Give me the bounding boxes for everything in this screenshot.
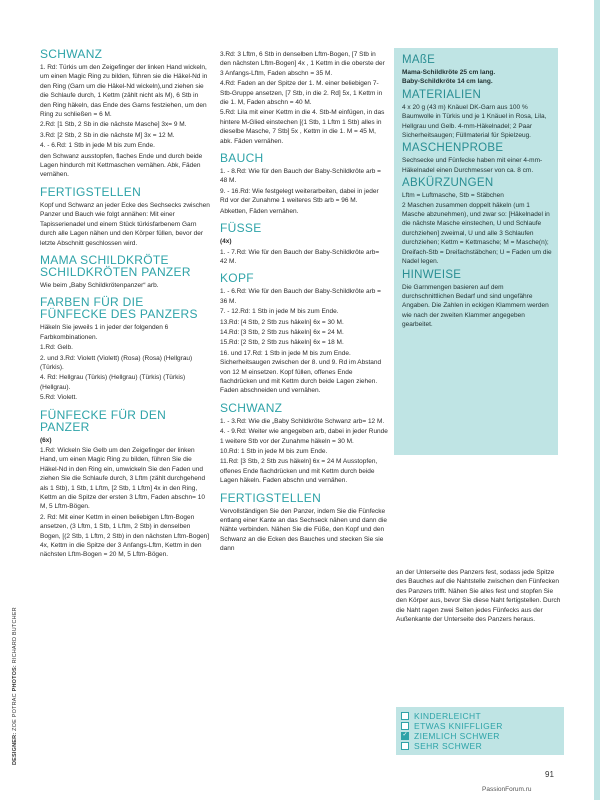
paragraph: 4. - 6.Rd: 1 Stb in jede M bis zum Ende. — [40, 142, 155, 150]
checkbox-checked-icon — [401, 732, 409, 740]
paragraph: 2. Rd: Mit einer Kettm in einen beliebigen Lftm-Bogen ansetzen, (3 Lftm, 1 Stb, 1 Lftm, 2 Stb) in denselben Bogen, [(2 Stb, 1 Lftm, 2 Stb) in den nächsten Lftm-Bogen] 4x, Kettm in die Spitze der 3 Anfangs-Lftm, Kettm in den nächsten Lftm-Bogen = 20 M, 5 Lftm-Bögen. — [40, 513, 210, 559]
paragraph: 1.Rd: Gelb. — [40, 344, 73, 352]
difficulty-label: ETWAS KNIFFLIGER — [414, 721, 503, 731]
paragraph: 1. - 3.Rd: Wie die „Baby Schildkröte Schwanz arb= 12 M. — [220, 417, 385, 425]
difficulty-box — [396, 707, 564, 755]
heading-maschenprobe: MASCHENPROBE — [402, 142, 504, 155]
difficulty-item — [401, 711, 559, 721]
checkbox-icon — [401, 712, 409, 720]
paragraph: 14.Rd: [3 Stb, 2 Stb zus häkeln] 6x = 24 M. — [220, 328, 344, 336]
paragraph: 4.Rd: Faden an der Spitze der 1. M. einer beliebigen 7-Stb-Gruppe ansetzen, [7 Stb, in die 2. Rd] 5x, 1 Kettm in die 1. M, Faden abschn = 40 M. — [220, 80, 383, 107]
heading-materialien: MATERIALIEN — [402, 88, 482, 101]
measure-baby — [402, 77, 552, 86]
measure-mama-text: Mama-Schildkröte 25 cm lang. — [402, 69, 496, 76]
paragraph: 1. - 8.Rd: Wie für den Bauch der Baby-Schildkröte arb = 48 M. — [220, 168, 381, 185]
paragraph: Häkeln Sie jeweils 1 in jeder der folgenden 6 Farbkombinationen. — [40, 324, 169, 341]
paragraph: Abketten, Fäden vernähen. — [220, 207, 299, 215]
measure-mama — [402, 68, 552, 77]
paragraph: 3.Rd: 3 Lftm, 6 Stb in denselben Lftm-Bogen, [7 Stb in den nächsten Lftm-Bogen] 4x , 1 Kettm in die oberste der 3 Anfangs-Lftm, Faden abschn = 35 M. — [220, 51, 385, 77]
paragraph: Vervollständigen Sie den Panzer, indem Sie die Fünfecke entlang einer Kante an das Sechseck nähen und dann die Nähte verbinden. Nähen Sie die Füße, den Kopf und den Schwanz an die Ecken des Bauches und stecken Sie sie dann — [220, 507, 387, 553]
difficulty-item — [401, 731, 559, 741]
difficulty-label: ZIEMLICH SCHWER — [414, 731, 500, 741]
column-left — [40, 48, 210, 561]
paragraph: 13.Rd: [4 Stb, 2 Stb zus häkeln] 6x = 30 M. — [220, 318, 344, 326]
count-note: (4x) — [220, 238, 232, 246]
difficulty-label: KINDERLEICHT — [414, 711, 482, 721]
paragraph: 7. - 12.Rd: 1 Stb in jede M bis zum Ende. — [220, 308, 339, 316]
credits-photos-label: PHOTOS: — [12, 665, 18, 692]
heading-bauch: BAUCH — [220, 151, 264, 166]
difficulty-label: SEHR SCHWER — [414, 741, 483, 751]
heading-fertigstellen: FERTIGSTELLEN — [40, 184, 142, 199]
credits-designer: ZOE POTRAC — [12, 693, 18, 731]
paragraph: 1. Rd: Türkis um den Zeigefinger der linken Hand wickeln, um einen Magic Ring zu bilden, führen sie die Häkel-Nd in den Ring (Garn um die Häkel-Nd wickeln),und ziehen sie die Schlaufe durch, 1 Kettm (zählt nicht als M), 6 Stb in den Ring häkeln, das Ende des Garns festziehen, um den Ring zu schließen = 6 M. — [40, 64, 208, 119]
paragraph: 1.Rd: Wickeln Sie Gelb um den Zeigefinger der linken Hand, um einen Magic Ring zu bilden, führen Sie die Häkel-Nd in den Ring ein, umwickeln Sie den Faden und ziehen Sie die Schlaufe durch, 3 Lftm (zählt durchgehend als 1 Stb), 1 Stb, 1 Lftm, [2 Stb, 1 Lftm] 4x in den Ring, Kettm an die Spitze der ersten 3 Lftm, Faden abschn= 10 M, 5 Lftm-Bögen. — [40, 446, 206, 511]
heading-hinweise: HINWEISE — [402, 268, 462, 281]
heading-farben: FARBEN FÜR DIE FÜNFECKE DES PANZERS — [40, 295, 198, 322]
heading-fuenfecke: FÜNFECKE FÜR DEN PANZER — [40, 407, 167, 434]
paragraph: 9. - 16.Rd: Wie festgelegt weiterarbeiten, dabei in jeder Rd vor der Zunahme 1 weiteres Stb arb = 96 M. — [220, 187, 379, 205]
paragraph: 2.Rd: [1 Stb, 2 Sb in die nächste Masche] 3x= 9 M. — [40, 121, 187, 129]
abbrev-1: Lftm = Luftmasche, Stb = Stäbchen — [402, 192, 504, 200]
difficulty-item — [401, 721, 559, 731]
paragraph: Kopf und Schwanz an jeder Ecke des Sechsecks zwischen Panzer und Bauch wie folgt annähen: Mit einer Tapisserienadel und einem Stück türkisfarbenem Garn durch alle Lagen nähen und den Körper füllen, bevor der letzte Abschnitt geschlossen wird. — [40, 201, 210, 247]
paragraph: 1. - 6.Rd: Wie für den Bauch der Baby-Schildkröte arb = 36 M. — [220, 288, 381, 305]
credits-designer-label: DESIGNER: — [12, 732, 18, 765]
paragraph: 1. - 7.Rd: Wie für den Bauch der Baby-Schildkröte arb= 42 M. — [220, 248, 380, 265]
info-sidebar — [394, 48, 558, 455]
heading-fuesse: FÜSSE — [220, 221, 262, 236]
page-edge-bar — [594, 0, 600, 800]
count-note: (6x) — [40, 436, 52, 444]
page-number: 91 — [545, 770, 554, 779]
photo-credits — [12, 607, 18, 765]
paragraph: den Schwanz ausstopfen, flaches Ende und durch beide Lagen hindurch mit Kettmaschen vernähen. Abk, Fäden vernähen. — [40, 152, 203, 179]
paragraph: 10.Rd: 1 Stb in jede M bis zum Ende. — [220, 448, 328, 455]
watermark: PassionForum.ru — [482, 786, 532, 793]
column-right-text — [396, 568, 564, 625]
paragraph: 5.Rd: Lila mit einer Kettm in die 4. Stb-M einfügen, in das hintere M-Glied einstechen [(1 Stb, 1 Lftm 1 Stb) alles in dieselbe Masche, 7 Stb] 5x , Kettm in die 1. M = 45 M, abk. Fäden vernähen. — [220, 109, 385, 145]
paragraph: Wie beim „Baby Schildkrötenpanzer“ arb. — [40, 281, 159, 289]
paragraph: 4. Rd: Hellgrau (Türkis) (Hellgrau) (Türkis) (Türkis) (Hellgrau). — [40, 374, 186, 391]
gauge-text: Sechsecke und Fünfecke haben mit einer 4-mm-Häkelnadel einen Durchmesser von ca. 8 cm. — [402, 157, 543, 174]
heading-schwanz: SCHWANZ — [40, 47, 103, 61]
column-middle — [220, 50, 388, 555]
measure-baby-text: Baby-Schildkröte 14 cm lang. — [402, 78, 493, 86]
paragraph: 4. - 9.Rd: Weiter wie angegeben arb, dabei in jeder Runde 1 weitere Stb vor der Zunahme häkeln = 30 M. — [220, 428, 388, 445]
paragraph: 16. und 17.Rd: 1 Stb in jede M bis zum Ende. Sicherheitsaugen zwischen der 8. und 9. Rd im Abstand von 12 M einsetzen. Kopf füllen, offenes Ende flachdrücken und mit Kettm durch beide Lagen ziehen. Faden abschneiden und vernähen. — [220, 349, 382, 395]
heading-schwanz-2: SCHWANZ — [220, 400, 283, 415]
paragraph: 3.Rd: [2 Stb, 2 Sb in die nächste M] 3x = 12 M. — [40, 131, 175, 139]
difficulty-item — [401, 741, 559, 751]
checkbox-icon — [401, 722, 409, 730]
heading-masse: MAßE — [402, 54, 436, 66]
notes-text: Die Garnmengen basieren auf dem durchschnittlichen Bedarf und sind ungefähre Angaben. Die Zahlen in eckigen Klammern werden wie nach der zweiten Klammer angegeben gearbeitet. — [402, 283, 549, 329]
heading-fertigstellen-2: FERTIGSTELLEN — [220, 490, 322, 505]
paragraph: 5.Rd: Violett. — [40, 394, 78, 402]
heading-kopf: KOPF — [220, 271, 254, 286]
abbrev-2: 2 Maschen zusammen doppelt häkeln (um 1 Masche abzunehmen), und zwar so: [Häkelnadel in die nächste Masche einstechen, U und Schlaufe durchziehen] zweimal, U und alle 3 Schlaufen durchziehen; Kettm = Kettmasche; M = Masche(n); Dreifach-Stb = Dreifachstäbchen; U = Faden um die Nadel legen. — [402, 201, 552, 266]
paragraph: 15.Rd: [2 Stb, 2 Stb zus häkeln] 6x = 18 M. — [220, 339, 344, 347]
paragraph: 2. und 3.Rd: Violett (Violett) (Rosa) (Rosa) (Hellgrau) (Türkis). — [40, 354, 193, 371]
heading-abkuerzungen: ABKÜRZUNGEN — [402, 177, 494, 190]
checkbox-icon — [401, 742, 409, 750]
paragraph: 11.Rd: [3 Stb, 2 Stb zus häkeln] 6x = 24 M Ausstopfen, offenes Ende flachdrücken und mit Kettm durch beide Lagen häkeln. Faden abschn und vernähen. — [220, 458, 378, 485]
paragraph: an der Unterseite des Panzers fest, sodass jede Spitze des Bauches auf die Nahtstelle zwischen den Fünfecken des Panzers trifft. Nähen Sie alles fest und stopfen Sie den Körper aus, bevor Sie diese Naht fertigstellen. Durch die Naht ragen zwei Seiten jedes Fünfecks aus der Außenkante der Unterseite des Panzers heraus. — [396, 569, 561, 624]
heading-mama-panzer: MAMA SCHILDKRÖTE SCHILDKRÖTEN PANZER — [40, 252, 191, 279]
materials-text: 4 x 20 g (43 m) Knäuel DK-Garn aus 100 % Baumwolle in Türkis und je 1 Knäuel in Rosa, Lila, Hellgrau und Gelb. 4-mm-Häkelnadel; 2 Paar Sicherheitsaugen; Füllmaterial für Spielzeug. — [402, 103, 547, 140]
credits-photos: RICHARD BUTCHER — [12, 607, 18, 664]
